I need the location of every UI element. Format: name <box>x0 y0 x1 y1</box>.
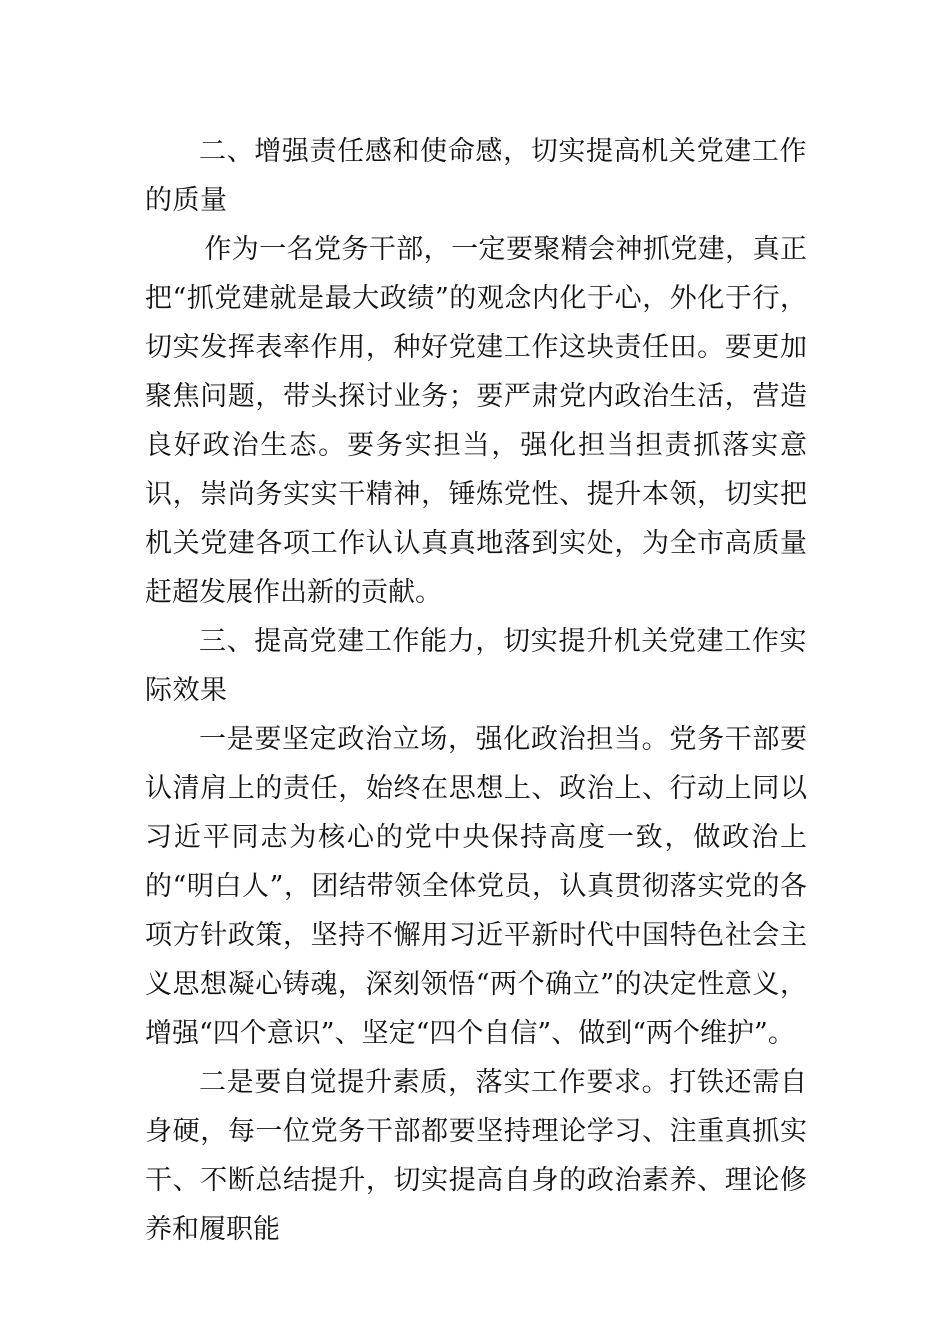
section-heading-2: 二、增强责任感和使命感，切实提高机关党建工作的质量 <box>145 136 807 216</box>
paragraph-party-cadre-role: 作为一名党务干部，一定要聚精会神抓党建，真正把“抓党建就是最大政绩”的观念内化于心，外化于行，切实发挥表率作用，种好党建工作这块责任田。要更加聚焦问题，带头探讨业务；要严肃党内政治生活，营造良好政治生态。要务实担当，强化担当担责抓落实意识，崇尚务实实干精神，锤炼党性、提升本领，切实把机关党建各项工作认认真真地落到实处，为全市高质量赶超发展作出新的贡献。 <box>145 234 807 608</box>
document-body <box>145 127 807 1254</box>
paragraph-political-stance: 一是要坚定政治立场，强化政治担当。党务干部要认清肩上的责任，始终在思想上、政治上、行动上同以习近平同志为核心的党中央保持高度一致，做政治上的“明白人”，团结带领全体党员，认真贯彻落实党的各项方针政策，坚持不懈用习近平新时代中国特色社会主义思想凝心铸魂，深刻领悟“两个确立”的决定性意义，增强“四个意识”、坚定“四个自信”、做到“两个维护”。 <box>145 724 807 1049</box>
section-heading-3: 三、提高党建工作能力，切实提升机关党建工作实际效果 <box>145 626 807 706</box>
paragraph-improve-quality: 二是要自觉提升素质，落实工作要求。打铁还需自身硬，每一位党务干部都要坚持理论学习、注重真抓实干、不断总结提升，切实提高自身的政治素养、理论修养和履职能 <box>145 1067 807 1245</box>
